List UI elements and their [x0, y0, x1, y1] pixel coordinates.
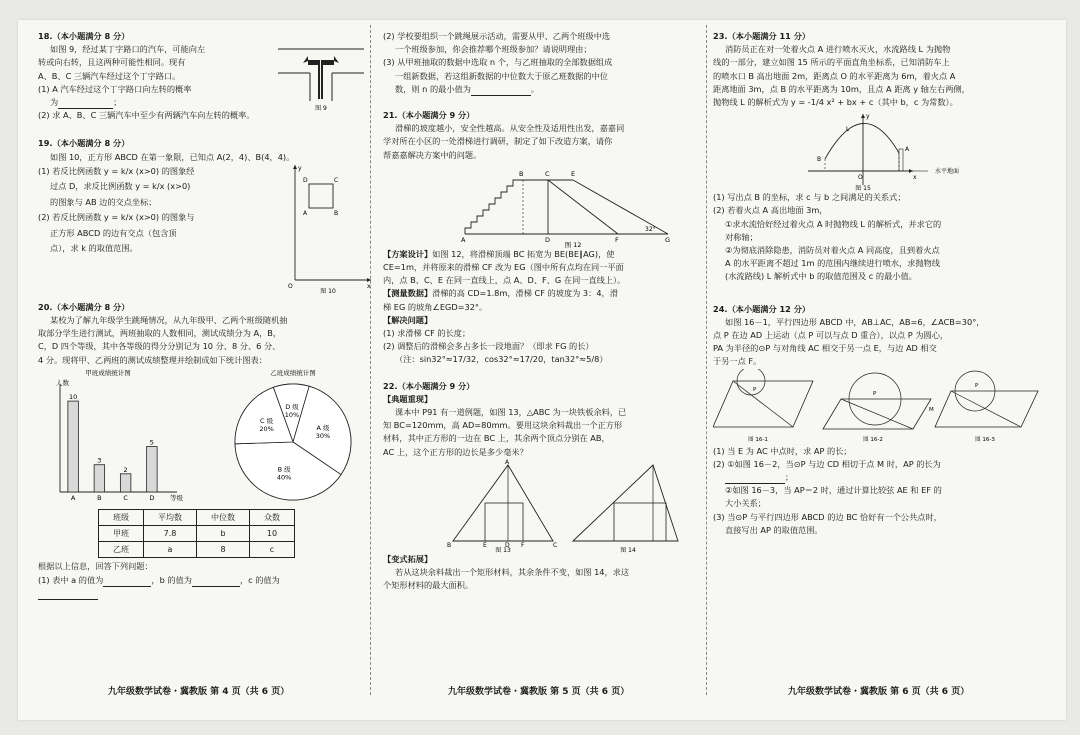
text-line: ；	[785, 472, 794, 483]
pie-percent-label: 10%	[284, 410, 300, 419]
question-18-heading: 18.（本小题满分 8 分）	[38, 31, 130, 41]
svg-text:P: P	[753, 386, 757, 393]
pie-category-label: A 级	[316, 424, 330, 433]
bar-value-label: 5	[149, 438, 154, 447]
page-6-column	[713, 30, 1048, 542]
text-line: 的图象与 AB 边的交点坐标；	[50, 196, 157, 207]
svg-text:P: P	[975, 382, 979, 389]
svg-text:x: x	[367, 282, 371, 290]
x-tick-label: B	[97, 493, 102, 502]
text-line: 距离地面 3m，点 B 的水平距离为 10m，且点 A 距离 y 轴左右两侧，	[713, 83, 970, 94]
exam-sheet	[18, 20, 1066, 720]
svg-text:F: F	[521, 541, 525, 549]
section-label: 【典题重现】	[383, 393, 433, 404]
bar-value-label: 2	[123, 465, 128, 474]
figure-15-parabola	[713, 109, 1043, 191]
svg-text:y: y	[298, 164, 302, 172]
text-line: 滑梯的坡度越小，安全性越高。从安全性及适用性出发，嘉嘉同	[395, 123, 625, 134]
question-24	[713, 303, 1048, 537]
figure-caption: 图 14	[620, 546, 636, 553]
text-line: 抛物线 L 的解析式为 y = -1/4 x² + bx + c（其中 b，c 为常数）。	[713, 97, 958, 108]
svg-text:G: G	[665, 235, 671, 244]
text-line: 如图 9，经过某丁字路口的汽车，可能向左	[50, 44, 206, 55]
text-line: 根据以上信息，回答下列问题：	[38, 561, 153, 572]
text-line: 数，则 n 的最小值为	[395, 83, 471, 94]
text-line: ①求水流恰好经过着火点 A 时抛物线 L 的解析式，并求它的	[725, 218, 942, 229]
table-cell: 10	[250, 526, 295, 542]
text-line: 如图 12，将滑梯顶端 BC 拓宽为 BE(BE∥AG)，使	[432, 248, 615, 259]
text-line: 一个班级参加，你会推荐哪个班级参加？请说明理由；	[395, 44, 592, 55]
question-22-heading: 22.（本小题满分 9 分）	[383, 380, 475, 391]
question-20	[38, 301, 368, 600]
svg-text:B: B	[519, 169, 524, 178]
page-footer: 九年级数学试卷・冀教版 第 4 页（共 6 页）	[108, 687, 290, 697]
question-18	[38, 30, 368, 122]
question-21	[383, 109, 701, 367]
pie-category-label: D 级	[285, 402, 299, 411]
text-line: (2) 求 A、B、C 三辆汽车中至少有两辆汽车向左转的概率。	[38, 110, 255, 121]
table-header: 班级	[99, 509, 144, 525]
pie-chart-title: 乙班成绩统计图	[270, 368, 316, 377]
text-line: 学对所在小区的一处滑梯进行调研，制定了如下改造方案，请你	[383, 136, 613, 147]
table-cell: 乙班	[99, 542, 144, 558]
section-label: 【方案设计】	[383, 248, 433, 259]
section-label: 【解决问题】	[383, 314, 433, 325]
svg-text:B: B	[334, 209, 339, 217]
text-line: 知 BC=120mm，高 AD=80mm。要用这块余料裁出一个正方形	[383, 420, 623, 431]
table-cell: 8	[197, 542, 250, 558]
table-cell: 7.8	[144, 526, 197, 542]
text-line: A、B、C 三辆汽车经过这个丁字路口。	[38, 70, 181, 81]
text-line: 个矩形材料的最大面积。	[383, 580, 474, 591]
answer-blank[interactable]	[58, 99, 113, 109]
text-line: 若从这块余料裁出一个矩形材料，其余条件不变，如图 14，求这	[395, 567, 630, 578]
text-line: 为	[50, 97, 59, 108]
page-footer: 九年级数学试卷・冀教版 第 6 页（共 6 页）	[788, 687, 970, 697]
text-line: 课本中 P91 有一道例题，如图 13，△ABC 为一块铁板余料，已	[395, 407, 627, 418]
bar-value-label: 10	[68, 392, 78, 401]
text-line: 于另一点 F。	[713, 356, 762, 367]
svg-text:B: B	[817, 156, 822, 164]
text-line: ，b 的值为	[151, 574, 192, 585]
svg-text:A: A	[303, 209, 308, 217]
bar-value-label: 3	[97, 456, 102, 465]
x-tick-label: C	[123, 493, 128, 502]
svg-text:E: E	[571, 169, 576, 178]
text-line: (1) 求滑梯 CF 的长度；	[383, 328, 471, 339]
column-divider	[370, 25, 371, 695]
pie-percent-label: 20%	[259, 424, 274, 433]
text-line: 4 分。现将甲、乙两班的测试成绩整理并绘制成如下统计图表：	[38, 354, 267, 365]
section-label: 【测量数据】	[383, 288, 433, 299]
section-label: 【变式拓展】	[383, 553, 433, 564]
text-line: ，c 的值为	[239, 574, 280, 585]
figure-10-coordinate	[283, 162, 373, 294]
table-cell: a	[144, 542, 197, 558]
question-23	[713, 30, 1048, 284]
text-line: (2) ①如图 16－2，当⊙P 与边 CD 相切于点 M 时，AP 的长为	[713, 458, 941, 469]
svg-text:O: O	[858, 174, 863, 182]
table-cell: 甲班	[99, 526, 144, 542]
text-line: 正方形 ABCD 的边有交点（包含顶	[50, 227, 177, 238]
question-22	[383, 380, 701, 593]
text-line: 点 P 在边 AD 上运动（点 P 可以与点 D 重合），以点 P 为圆心，	[713, 330, 949, 341]
ground-label: 水平地面	[935, 168, 960, 176]
text-line: 材料，其中正方形的一边在 BC 上，其余两个顶点分别在 AB，	[383, 433, 610, 444]
answer-blank[interactable]	[38, 590, 98, 600]
page-footer: 九年级数学试卷・冀教版 第 5 页（共 6 页）	[448, 687, 630, 697]
page-4-column	[38, 30, 371, 605]
text-line: 大小关系；	[725, 498, 766, 509]
figure-caption: 图 10	[320, 287, 336, 294]
svg-text:y: y	[866, 113, 870, 121]
x-tick-label: A	[70, 493, 76, 502]
column-divider	[706, 25, 707, 695]
svg-text:x: x	[913, 174, 917, 182]
bar-D	[147, 446, 158, 491]
answer-blank[interactable]	[471, 86, 531, 96]
text-line: 滑梯的高 CD=1.8m，滑梯 CF 的坡度为 3：4，滑	[432, 288, 618, 299]
figure-12-slide	[383, 162, 693, 248]
text-line: 过点 D，求反比例函数 y = k/x (x>0)	[50, 181, 191, 192]
svg-text:E: E	[483, 541, 487, 549]
text-line: (水流路线) L 解析式中 b 的取值范围及 c 的最小值。	[725, 271, 917, 282]
figure-caption: 图 13	[495, 546, 511, 553]
table-header: 平均数	[144, 509, 197, 525]
text-line: 如图 10，正方形 ABCD 在第一象限，已知点 A(2，4)、B(4，4)。	[50, 151, 295, 162]
text-line: 转或向右转，且这两种可能性相同。现有	[38, 57, 186, 68]
bar-chart-xlabel: 等级	[170, 493, 183, 502]
text-line: 的喷水口 B 高出地面 2m，距离点 O 的水平距离为 6m，着火点 A	[713, 70, 956, 81]
svg-text:B: B	[447, 541, 452, 549]
question-21-heading: 21.（本小题满分 9 分）	[383, 110, 475, 121]
text-line: 直接写出 AP 的取值范围。	[725, 524, 823, 535]
bar-C	[120, 474, 131, 492]
svg-text:C: C	[545, 169, 550, 178]
answer-blank[interactable]	[103, 577, 151, 587]
text-line: (1) A 汽车经过这个丁字路口向左转的概率	[38, 83, 192, 94]
svg-text:A: A	[905, 146, 910, 154]
figure-caption: 图 12	[564, 240, 582, 248]
text-line: 取部分学生进行测试，两班抽取的人数相同，测试成绩分为 A，B，	[38, 328, 282, 339]
svg-text:A: A	[461, 235, 466, 244]
svg-text:D: D	[545, 235, 551, 244]
bar-A	[68, 401, 79, 492]
pie-percent-label: 30%	[315, 432, 331, 441]
text-line: (1) 表中 a 的值为	[38, 574, 104, 585]
question-24-heading: 24.（本小题满分 12 分）	[713, 303, 811, 314]
figures-13-14	[383, 459, 693, 553]
x-tick-label: D	[149, 493, 155, 502]
table-cell: b	[197, 526, 250, 542]
text-line: （注：sin32°≈17/32，cos32°≈17/20，tan32°≈5/8）	[395, 354, 608, 365]
figure-caption: 图 15	[855, 185, 871, 192]
svg-text:A: A	[505, 458, 510, 466]
svg-text:M: M	[929, 406, 934, 413]
pie-chart-class-yi	[218, 367, 368, 505]
pie-category-label: B 级	[277, 465, 291, 474]
text-line: 线的一部分，建立如图 15 所示的平面直角坐标系，已知消防车上	[713, 57, 950, 68]
text-line: (1) 当 E 为 AC 中点时，求 AP 的长；	[713, 445, 852, 456]
text-line: ②为彻底消除隐患，消防员对着火点 A 同高度，且到着火点	[725, 245, 940, 256]
svg-text:D: D	[505, 541, 510, 549]
text-line: 点），求 k 的取值范围。	[50, 243, 138, 254]
figures-16	[713, 369, 1043, 445]
stats-table	[98, 509, 295, 559]
table-cell: c	[250, 542, 295, 558]
text-line: ②如图 16－3，当 AP＝2 时，通过计算比较弦 AE 和 EF 的	[725, 485, 942, 496]
text-line: 。	[530, 83, 540, 94]
answer-blank[interactable]	[192, 577, 240, 587]
text-line: 对称轴；	[725, 231, 758, 242]
text-line: 帮嘉嘉解决方案中的问题。	[383, 149, 482, 160]
text-line: 某校为了解九年级学生跳绳情况，从九年级甲、乙两个班级随机抽	[50, 315, 288, 326]
text-line: (1) 若反比例函数 y = k/x (x>0) 的图象经	[38, 165, 195, 176]
text-line: CE=1m，并将原来的滑梯 CF 改为 EG（图中所有点均在同一平面	[383, 262, 624, 273]
question-19	[38, 137, 371, 295]
text-line: (2) 若着火点 A 高出地面 3m，	[713, 205, 828, 216]
question-19-heading: 19.（本小题满分 8 分）	[38, 138, 130, 149]
answer-blank[interactable]	[725, 474, 785, 484]
table-header: 中位数	[197, 509, 250, 525]
svg-text:32°: 32°	[645, 225, 656, 233]
text-line: (2) 学校要组织一个跳绳展示活动，需要从甲、乙两个班级中选	[383, 31, 611, 41]
question-23-heading: 23.（本小题满分 11 分）	[713, 31, 811, 41]
text-line: (2) 调整后的滑梯会多占多长一段地面？（即求 FG 的长）	[383, 341, 594, 352]
bar-B	[94, 465, 105, 492]
text-line: (2) 若反比例函数 y = k/x (x>0) 的图象与	[38, 212, 195, 223]
text-line: A 的水平距离不超过 1m 的范围内继续进行喷水，求抛物线	[725, 258, 940, 269]
pie-percent-label: 40%	[276, 473, 292, 482]
bar-chart-ylabel: 人数	[56, 378, 69, 387]
text-line: 如图 16－1，平行四边形 ABCD 中，AB⊥AC，AB=6，∠ACB=30°，	[725, 316, 985, 327]
text-line: PA 为半径的⊙P 与对角线 AC 相交于另一点 E，与边 AD 相交	[713, 343, 937, 354]
text-line: C，D 四个等级，其中各等级的得分分别记为 10 分、8 分、6 分、	[38, 341, 281, 352]
svg-text:C: C	[553, 541, 558, 549]
question-20-continued	[383, 30, 701, 96]
figure-caption: 图 16-3	[975, 436, 995, 443]
figure-caption: 图 16-2	[863, 436, 883, 443]
text-line: (3) 从甲班抽取的数据中选取 n 个，与乙班抽取的全部数据组成	[383, 57, 613, 68]
svg-text:O: O	[288, 282, 293, 290]
text-line: (3) 当⊙P 与平行四边形 ABCD 的边 BC 恰好有一个公共点时，	[713, 511, 942, 522]
svg-text:C: C	[334, 176, 339, 184]
table-header: 众数	[250, 509, 295, 525]
pie-category-label: C 级	[260, 416, 274, 425]
text-line: 梯 EG 的坡角∠EGD=32°。	[383, 301, 488, 312]
bar-chart-title: 甲班成绩统计图	[85, 368, 131, 377]
bar-chart-class-jia	[38, 367, 188, 505]
text-line: 一组新数据，若这组新数据的中位数大于原乙班数据的中位	[395, 70, 608, 81]
svg-text:F: F	[615, 235, 619, 244]
page-5-column	[383, 30, 701, 597]
text-line: 消防员正在对一处着火点 A 进行喷水灭火，水流路线 L 为抛物	[725, 44, 951, 55]
text-line: 内，点 B、C、E 在同一直线上，点 A、D、F、G 在同一直线上）。	[383, 275, 626, 286]
svg-text:L: L	[846, 126, 850, 134]
figure-caption: 图 9	[315, 105, 327, 112]
text-line: (1) 写出点 B 的坐标，求 c 与 b 之间满足的关系式；	[713, 192, 906, 203]
text-line: AC 上，这个正方形的边长是多少毫米？	[383, 446, 528, 457]
text-line: ；	[113, 97, 122, 108]
figure-caption: 图 16-1	[748, 436, 768, 443]
question-20-heading: 20.（本小题满分 8 分）	[38, 301, 130, 312]
svg-text:D: D	[303, 176, 308, 184]
figure-9-t-junction	[276, 43, 368, 111]
svg-text:P: P	[873, 390, 877, 397]
